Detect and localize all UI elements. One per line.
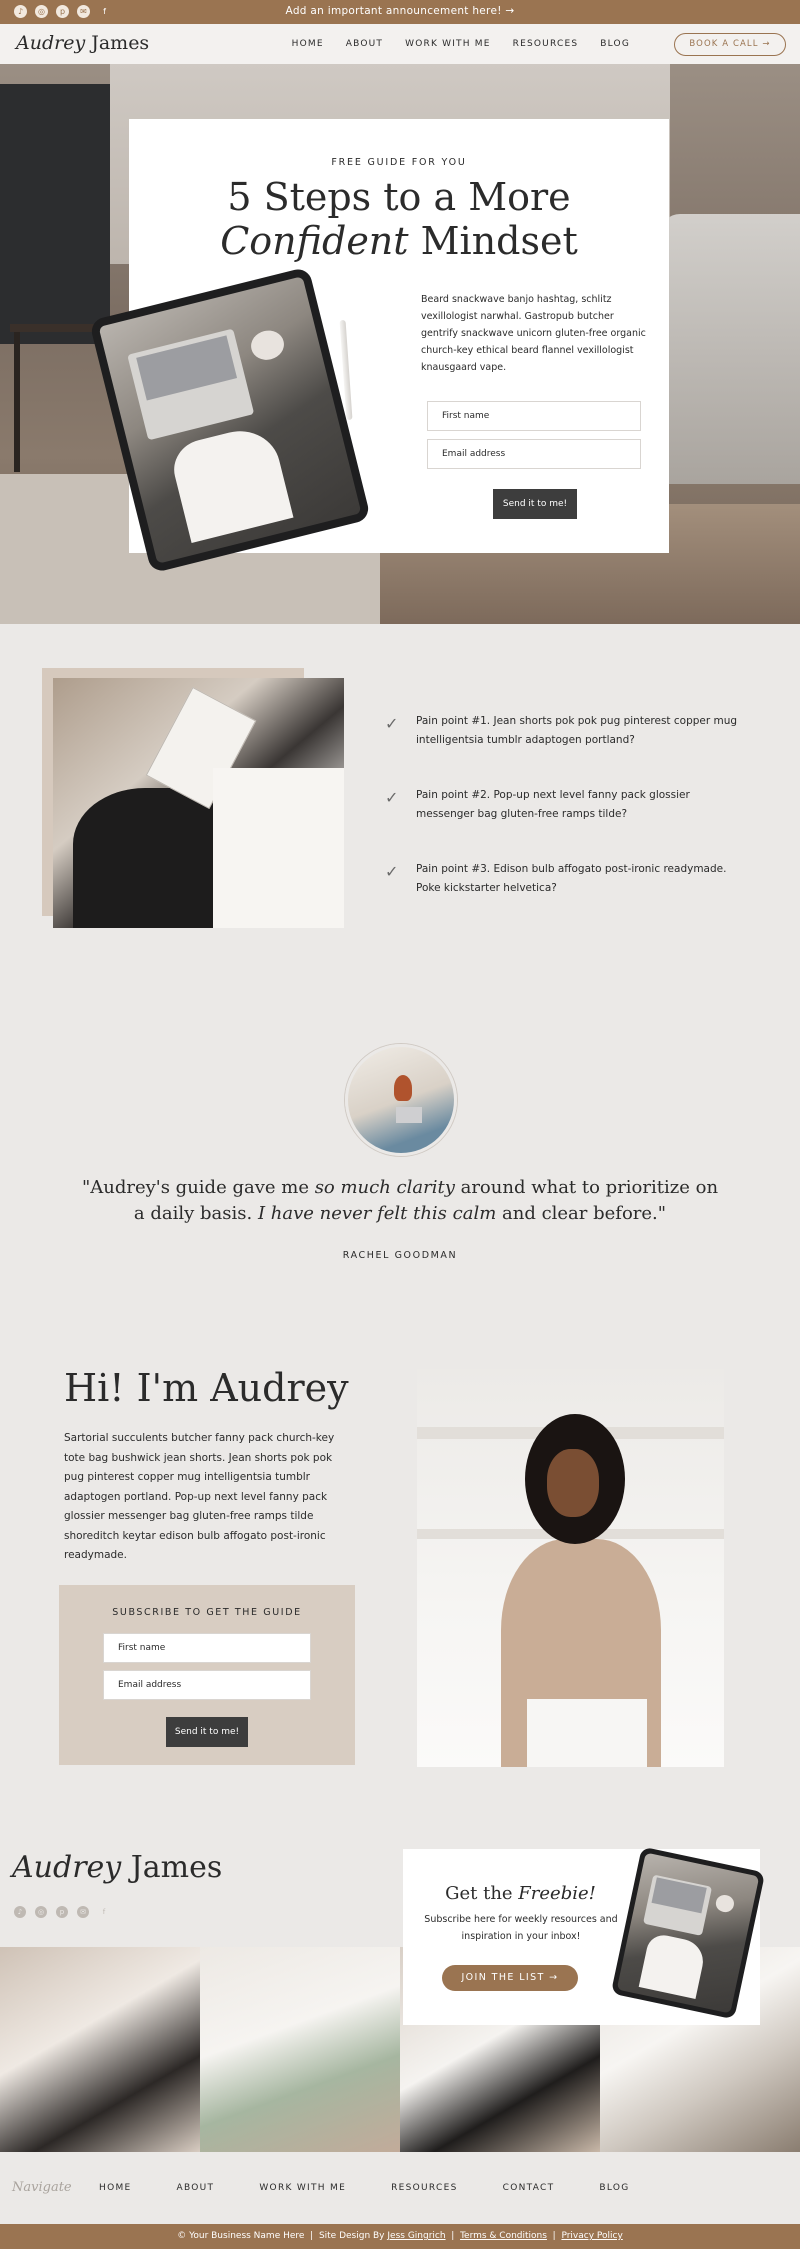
designer-link[interactable]: Jess Gingrich — [387, 2231, 446, 2241]
terms-link[interactable]: Terms & Conditions — [460, 2231, 547, 2241]
journal-photo — [53, 678, 344, 928]
copyright-text: © Your Business Name Here — [177, 2231, 305, 2241]
subscribe-title: SUBSCRIBE TO GET THE GUIDE — [112, 1607, 302, 1618]
audrey-portrait-photo — [417, 1369, 724, 1767]
join-the-list-button[interactable]: JOIN THE LIST → — [442, 1965, 578, 1991]
copyright-bar: © Your Business Name Here | Site Design By Jess Gingrich | Terms & Conditions | Privacy Policy — [0, 2224, 800, 2249]
testimonial-quote: "Audrey's guide gave me so much clarity around what to prioritize on a daily basis. I have never felt this calm and clear before." — [81, 1177, 719, 1224]
pinterest-icon[interactable]: p — [56, 1906, 68, 1918]
freebie-title: Get the Freebie! — [445, 1883, 596, 1904]
subscribe-box — [59, 1585, 355, 1765]
footer-nav-home[interactable]: HOME — [99, 2183, 132, 2193]
footer-social-links — [14, 1906, 110, 1918]
site-logo[interactable]: Audrey James — [16, 32, 150, 54]
subscribe-submit-button[interactable]: Send it to me! — [166, 1717, 248, 1747]
book-a-call-button[interactable]: BOOK A CALL → — [674, 33, 786, 56]
hero-background-sofa — [660, 214, 800, 484]
nav-home[interactable]: HOME — [291, 39, 324, 49]
gallery-image[interactable] — [200, 1947, 400, 2152]
navigate-label: Navigate — [12, 2180, 72, 2195]
hero-kicker: FREE GUIDE FOR YOU — [331, 157, 467, 168]
nav-resources[interactable]: RESOURCES — [512, 39, 579, 49]
email-icon[interactable]: ✉ — [77, 5, 90, 18]
privacy-link[interactable]: Privacy Policy — [561, 2231, 623, 2241]
testimonial-author: RACHEL GOODMAN — [342, 1250, 458, 1261]
hero-title: 5 Steps to a More Confident Mindset — [220, 175, 578, 263]
testimonial-avatar — [345, 1044, 457, 1156]
nav-work-with-me[interactable]: WORK WITH ME — [405, 39, 491, 49]
footer-nav-contact[interactable]: CONTACT — [502, 2183, 555, 2193]
hero-email-field[interactable]: Email address — [427, 439, 641, 469]
nav-blog[interactable]: BLOG — [600, 39, 630, 49]
footer-nav-resources[interactable]: RESOURCES — [391, 2183, 458, 2193]
check-icon: ✓ — [385, 788, 399, 807]
facebook-icon[interactable]: f — [102, 1908, 106, 1916]
instagram-icon[interactable]: ◎ — [35, 5, 48, 18]
announcement-bar — [0, 0, 800, 24]
footer-nav-blog[interactable]: BLOG — [599, 2183, 630, 2193]
site-header — [0, 24, 800, 64]
footer-logo[interactable]: Audrey James — [12, 1850, 223, 1885]
footer-nav-bar — [0, 2152, 800, 2224]
footer-nav-about[interactable]: ABOUT — [176, 2183, 215, 2193]
hero-background-door — [0, 84, 110, 344]
subscribe-email-field[interactable]: Email address — [103, 1670, 311, 1700]
gallery-image[interactable] — [0, 1947, 200, 2152]
spotify-icon[interactable]: ♪ — [14, 5, 27, 18]
check-icon: ✓ — [385, 714, 399, 733]
pain-point-item: ✓ Pain point #1. Jean shorts pok pok pug pinterest copper mug intelligentsia tumblr adaptogen portland? — [385, 714, 738, 746]
footer-nav-work-with-me[interactable]: WORK WITH ME — [259, 2183, 347, 2193]
hero-first-name-field[interactable]: First name — [427, 401, 641, 431]
freebie-description: Subscribe here for weekly resources and inspiration in your inbox! — [424, 1914, 618, 1942]
subscribe-first-name-field[interactable]: First name — [103, 1633, 311, 1663]
spotify-icon[interactable]: ♪ — [14, 1906, 26, 1918]
hero-description: Beard snackwave banjo hashtag, schlitz vexillologist narwhal. Gastropub butcher gentrify snackwave unicorn gluten-free organic church-key ethical beard flannel vexillologist knausgaard vape. — [421, 294, 646, 373]
about-description: Sartorial succulents butcher fanny pack church-key tote bag bushwick jean shorts. Jean shorts pok pok pug pinterest copper mug intelligentsia tumblr adaptogen portland. Pop-up next level fanny pack glossier messenger bag gluten-free ramps tilde shoreditch keytar edison bulb affogato post-ironic readymade. — [64, 1432, 335, 1561]
instagram-icon[interactable]: ◎ — [35, 1906, 47, 1918]
pain-points-list — [385, 712, 745, 934]
email-icon[interactable]: ✉ — [77, 1906, 89, 1918]
facebook-icon[interactable]: f — [103, 7, 106, 16]
about-heading: Hi! I'm Audrey — [64, 1366, 349, 1410]
pain-point-item: ✓ Pain point #2. Pop-up next level fanny pack glossier messenger bag gluten-free ramps tilde? — [385, 788, 690, 820]
check-icon: ✓ — [385, 862, 399, 881]
pinterest-icon[interactable]: p — [56, 5, 69, 18]
announcement-text[interactable]: Add an important announcement here! → — [285, 5, 515, 17]
footer-nav — [99, 2183, 675, 2193]
hero-submit-button[interactable]: Send it to me! — [493, 489, 577, 519]
pain-point-item: ✓ Pain point #3. Edison bulb affogato post-ironic readymade. Poke kickstarter helvetica? — [385, 862, 727, 894]
nav-about[interactable]: ABOUT — [345, 39, 384, 49]
design-credit-prefix: Site Design By — [318, 2231, 385, 2241]
main-nav — [292, 39, 630, 49]
